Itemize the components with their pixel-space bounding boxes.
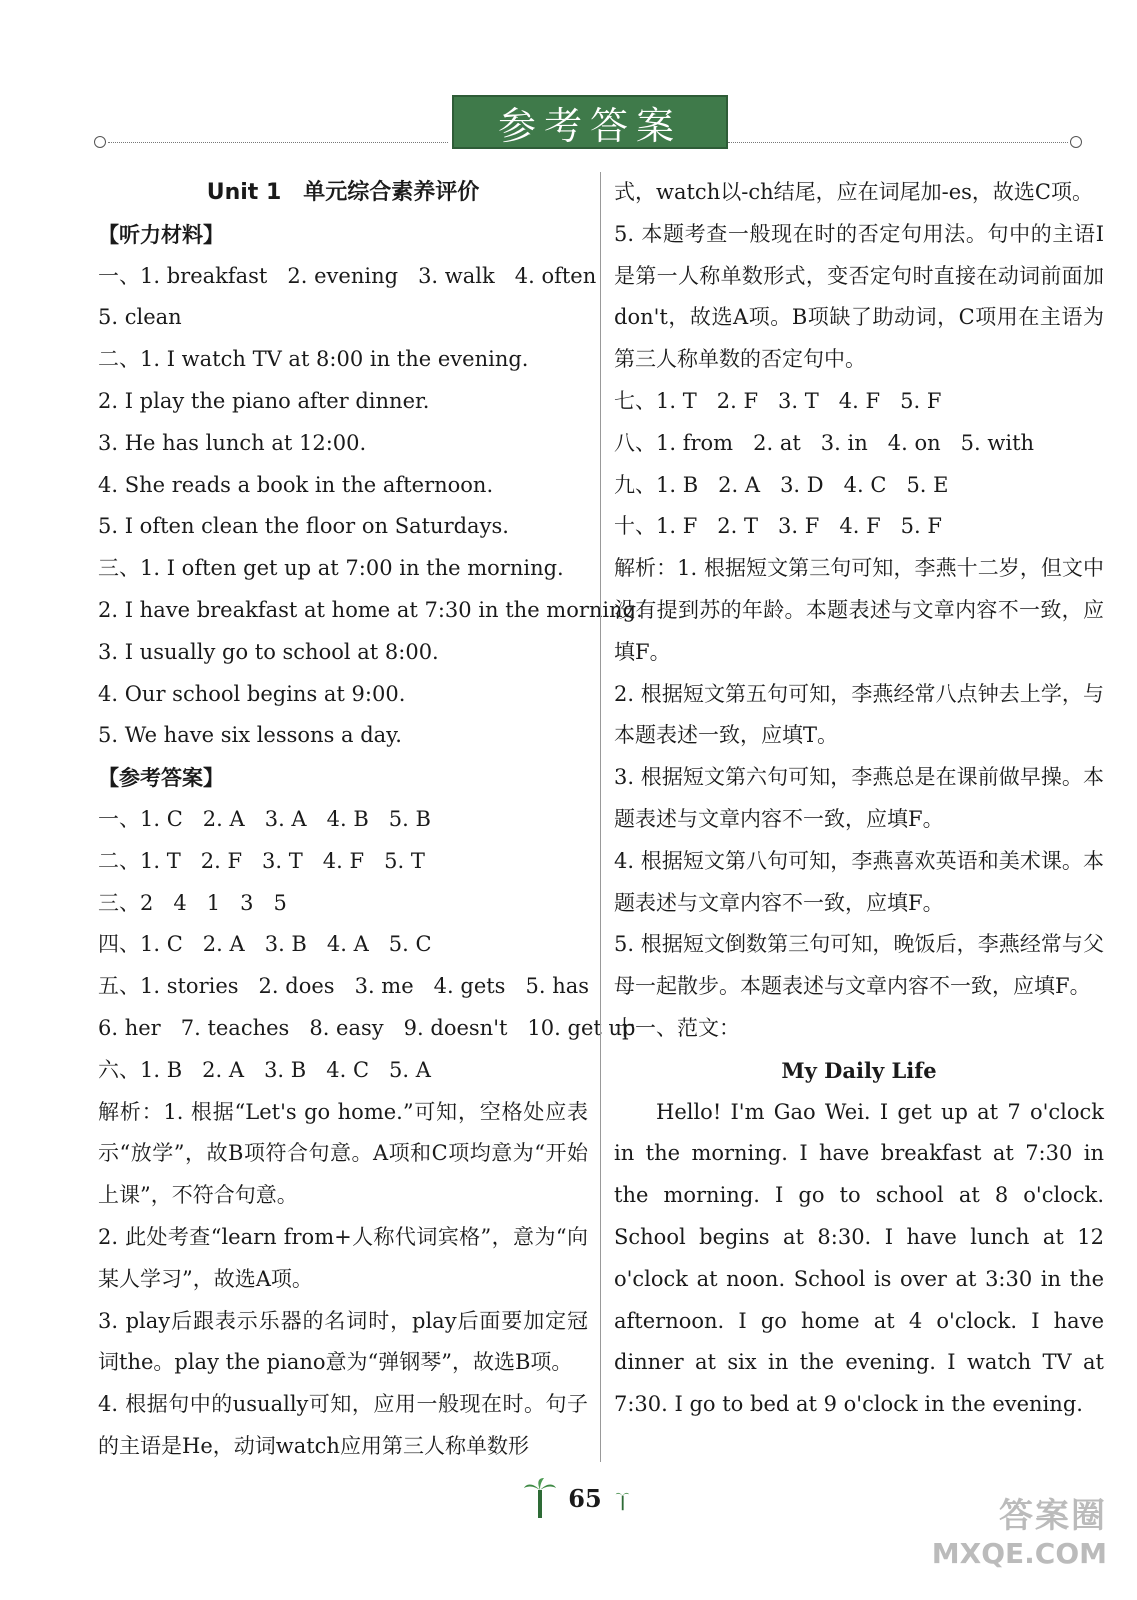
answer-line: 二、1. T 2. F 3. T 4. F 5. T	[98, 848, 425, 873]
explanation-paragraph: 3. 根据短文第六句可知，李燕总是在课前做早操。本题表述与文章内容不一致，应填F。	[614, 765, 1104, 831]
answer-banner: 参考答案	[452, 95, 728, 149]
answer-line: 3. He has lunch at 12:00.	[98, 430, 367, 455]
answer-line: 一、1. C 2. A 3. A 4. B 5. B	[98, 806, 431, 831]
answer-line: 5. clean	[98, 305, 182, 330]
explanation-paragraph: 5. 本题考查一般现在时的否定句用法。句中的主语I是第一人称单数形式，变否定句时直接在动词前面加don't，故选A项。B项缺了助动词，C项用在主语为第三人称单数的否定句中。	[614, 221, 1104, 372]
answer-line: 五、1. stories 2. does 3. me 4. gets 5. has	[98, 974, 590, 999]
answer-line: 5. We have six lessons a day.	[98, 723, 402, 748]
explanation-paragraph: 4. 根据短文第八句可知，李燕喜欢英语和美术课。本题表述与文章内容不一致，应填F。	[614, 848, 1104, 915]
watermark	[932, 1488, 1107, 1570]
answer-line: 十、1. F 2. T 3. F 4. F 5. F	[614, 514, 942, 539]
answer-line: 十一、范文：	[614, 1015, 740, 1040]
page-number: 65	[568, 1483, 602, 1513]
column-divider	[600, 172, 601, 1462]
answer-line: 四、1. C 2. A 3. B 4. A 5. C	[98, 932, 432, 957]
explanation-paragraph: 解析：1. 根据短文第三句可知，李燕十二岁，但文中没有提到苏的年龄。本题表述与文章内容不一致，应填F。	[614, 556, 1104, 664]
answer-line: 六、1. B 2. A 3. B 4. C 5. A	[98, 1057, 431, 1082]
palm-tree-icon	[612, 1476, 634, 1520]
section-heading: 【参考答案】	[98, 765, 224, 791]
answer-line: 七、1. T 2. F 3. T 4. F 5. F	[614, 388, 942, 413]
answer-line: 4. She reads a book in the afternoon.	[98, 472, 494, 497]
answer-line: 九、1. B 2. A 3. D 4. C 5. E	[614, 472, 949, 497]
watermark-url: MXQE.COM	[931, 1537, 1107, 1570]
answer-line: 八、1. from 2. at 3. in 4. on 5. with	[614, 430, 1035, 455]
answer-line: 2. I play the piano after dinner.	[98, 388, 430, 413]
section-heading: 【听力材料】	[98, 221, 224, 247]
answer-line: 3. I usually go to school at 8:00.	[98, 639, 439, 664]
answer-line: 4. Our school begins at 9:00.	[98, 681, 406, 706]
essay-body: Hello! I'm Gao Wei. I get up at 7 o'clock in the morning. I have breakfast at 7:30 in the morning. I go to school at 8 o'clock. School begins at 8:30. I have lunch at 12 o'clock at noon. School is over at 3:30 in the afternoon. I go home at 4 o'clock. I have dinner at six in the evening. I watch TV at 7:30. I go to bed at 9 o'clock in the evening.	[614, 1099, 1104, 1417]
explanation-paragraph: 2. 根据短文第五句可知，李燕经常八点钟去上学，与本题表述一致，应填T。	[614, 681, 1104, 748]
unit-title: Unit 1 单元综合素养评价	[206, 180, 480, 205]
answer-line: 二、1. I watch TV at 8:00 in the evening.	[98, 347, 529, 372]
answer-line: 2. I have breakfast at home at 7:30 in the morning.	[98, 597, 643, 622]
page-footer	[508, 1468, 648, 1528]
explanation-paragraph: 4. 根据句中的usually可知，应用一般现在时。句子的主语是He，动词watch应用第三人称单数形	[98, 1392, 588, 1458]
palm-tree-icon	[522, 1476, 558, 1520]
explanation-paragraph: 2. 此处考查“learn from+人称代词宾格”，意为“向某人学习”，故选A项。	[98, 1224, 588, 1291]
explanation-paragraph: 3. play后跟表示乐器的名词时，play后面要加定冠词the。play the piano意为“弹钢琴”，故选B项。	[98, 1308, 588, 1375]
answer-line: 6. her 7. teaches 8. easy 9. doesn't 10. get up	[98, 1015, 636, 1040]
answer-line: 5. I often clean the floor on Saturdays.	[98, 514, 509, 539]
explanation-paragraph: 解析：1. 根据“Let's go home.”可知，空格处应表示“放学”，故B项符合句意。A项和C项均意为“开始上课”，不符合句意。	[98, 1099, 588, 1208]
header-rule-left	[108, 142, 448, 143]
left-column	[98, 172, 643, 1468]
rule-end-circle-icon	[94, 136, 106, 148]
explanation-paragraph: 5. 根据短文倒数第三句可知，晚饭后，李燕经常与父母一起散步。本题表述与文章内容不一致，应填F。	[614, 932, 1104, 999]
essay-title: My Daily Life	[781, 1057, 937, 1083]
answer-line: 三、2 4 1 3 5	[98, 890, 287, 915]
rule-end-circle-icon	[1070, 136, 1082, 148]
watermark-text: 答案圈	[999, 1496, 1107, 1536]
answer-line: 三、1. I often get up at 7:00 in the morning.	[98, 556, 564, 581]
header-rule-right	[728, 142, 1068, 143]
right-column	[614, 172, 1104, 1426]
explanation-paragraph: 式，watch以-ch结尾，应在词尾加-es，故选C项。	[614, 180, 1093, 204]
answer-line: 一、1. breakfast 2. evening 3. walk 4. often	[98, 263, 597, 288]
